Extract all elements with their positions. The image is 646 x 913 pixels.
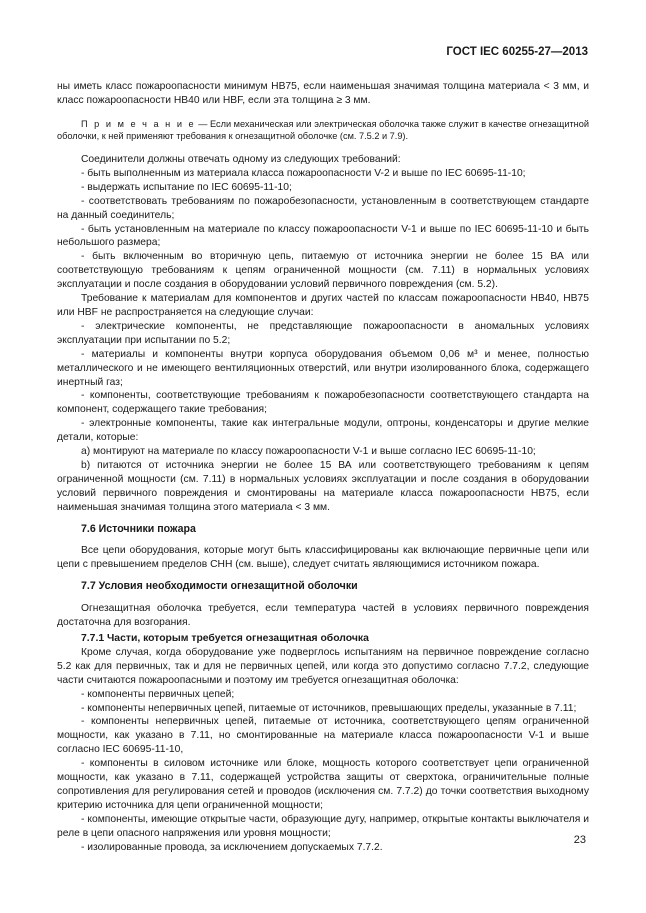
- list-item: - материалы и компоненты внутри корпуса оборудования объемом 0,06 м³ и менее, полностью металлического и не имеющего вентиляционных отверстий, или внутри изолированного блока, содержащего инертный газ;: [57, 348, 589, 388]
- list-item: - компоненты, имеющие открытые части, образующие дугу, например, открытые контакты выключателя и реле в цепи опасного напряжения или уровня мощности;: [57, 813, 589, 839]
- list-item: - компоненты первичных цепей;: [81, 688, 235, 700]
- list-item: - компоненты, соответствующие требованиям к пожаробезопасности соответствующего стандарта на компонент, содержащего такие требования;: [57, 390, 589, 416]
- list-item: - быть установленным на материале по классу пожароопасности V-1 и выше по IEC 60695-11-10 и быть небольшого размера;: [57, 223, 589, 249]
- list-item: - изолированные провода, за исключением допускаемых 7.7.2.: [81, 841, 383, 853]
- note: [57, 118, 589, 143]
- section-heading-7-7: 7.7 Условия необходимости огнезащитной оболочки: [81, 580, 358, 593]
- note-label: П р и м е ч а н и е: [81, 118, 196, 129]
- note-text: — Если механическая или электрическая оболочка также служит в качестве огнезащитной оболочки, к ней применяют требования к огнезащитной оболочке (см. 7.5.2 и 7.9).: [57, 118, 589, 142]
- paragraph: ны иметь класс пожароопасности минимум HB75, если наименьшая значимая толщина материала < 3 мм, и класс пожароопасности HB40 или HBF, если эта толщина ≥ 3 мм.: [57, 81, 589, 106]
- paragraph: Соединители должны отвечать одному из следующих требований:: [81, 154, 401, 165]
- paragraph: Требование к материалам для компонентов и других частей по классам пожароопасности HB40, HB75 или HBF не распространяется на следующие случаи:: [57, 293, 589, 318]
- list-item: - компоненты непервичных цепей, питаемые от источников, превышающих пределы, указанные в 7.11;: [81, 702, 577, 714]
- list-item: - компоненты в силовом источнике или блоке, мощность которого соответствует цепи ограниченной мощности, как указано в 7.11, содержащей устройства защиты от сверхтока, ограничительные полные сопротивления для регулирования сетей и проводов (исключения см. 7.7.2) до точки соответствия выходному критерию источника для цепи ограниченной мощности;: [57, 758, 589, 811]
- list-item: a) монтируют на материале по классу пожароопасности V-1 и выше согласно IEC 60695-11-10;: [81, 446, 536, 458]
- section-text-7-6: Все цепи оборудования, которые могут быть классифицированы как включающие первичные цепи или цепи с превышением пределов СНН (см. выше), следует считать являющимися источником пожара.: [57, 545, 589, 571]
- list-item: - соответствовать требованиям по пожаробезопасности, установленным в соответствующем стандарте на данный соединитель;: [57, 195, 589, 221]
- standard-designation: ГОСТ IEC 60255-27—2013: [446, 46, 588, 58]
- list-item: - электрические компоненты, не представляющие пожароопасности в аномальных условиях эксплуатации при испытании по 5.2;: [57, 320, 589, 346]
- subsection-text: Кроме случая, когда оборудование уже подверглось испытаниям на первичное повреждение согласно 5.2 как для первичных, так и для не первичных цепей, или когда это допустимо согласно 7.7.2, следующие части считаются пожароопасными и поэтому им требуется огнезащитная оболочка:: [57, 646, 589, 686]
- page-number: 23: [573, 834, 586, 846]
- list-item: - компоненты непервичных цепей, питаемые от источника, соответствующего цепям ограниченной мощности, как указано в 7.11, но смонтированные на материале класса пожароопасности V-1 и выше согласно IEC 60695-11-10,: [57, 716, 589, 756]
- list-item: - быть включенным во вторичную цепь, питаемую от источника энергии не более 15 ВА или соответствующую требованиям к цепям ограниченной мощности (см. 7.11) в нормальных условиях эксплуатации и после создания в оборудовании условий первичного повреждения (см. 5.2).: [57, 251, 589, 291]
- list-item: b) питаются от источника энергии не более 15 ВА или соответствующего требованиям к цепям ограниченной мощности (см. 7.11) в нормальных условиях эксплуатации и после создания в оборудовании условий первичного повреждения и смонтированы на материале класса пожароопасности HB75, если наименьшая значимая толщина этого материала < 3 мм.: [57, 459, 589, 513]
- section-heading-7-6: 7.6 Источники пожара: [81, 522, 196, 535]
- list-item: - электронные компоненты, такие как интегральные модули, оптроны, конденсаторы и другие мелкие детали, которые:: [57, 418, 589, 444]
- list-item: - выдержать испытание по IEC 60695-11-10;: [81, 181, 292, 193]
- section-text-7-7: Огнезащитная оболочка требуется, если температура частей в условиях первичного повреждения достаточна для возгорания.: [57, 603, 589, 629]
- page-content: [57, 80, 589, 855]
- list-item: - быть выполненным из материала класса пожароопасности V-2 и выше по IEC 60695-11-10;: [81, 167, 526, 179]
- subsection-heading-7-7-1: 7.7.1 Части, которым требуется огнезащитная оболочка: [81, 633, 369, 644]
